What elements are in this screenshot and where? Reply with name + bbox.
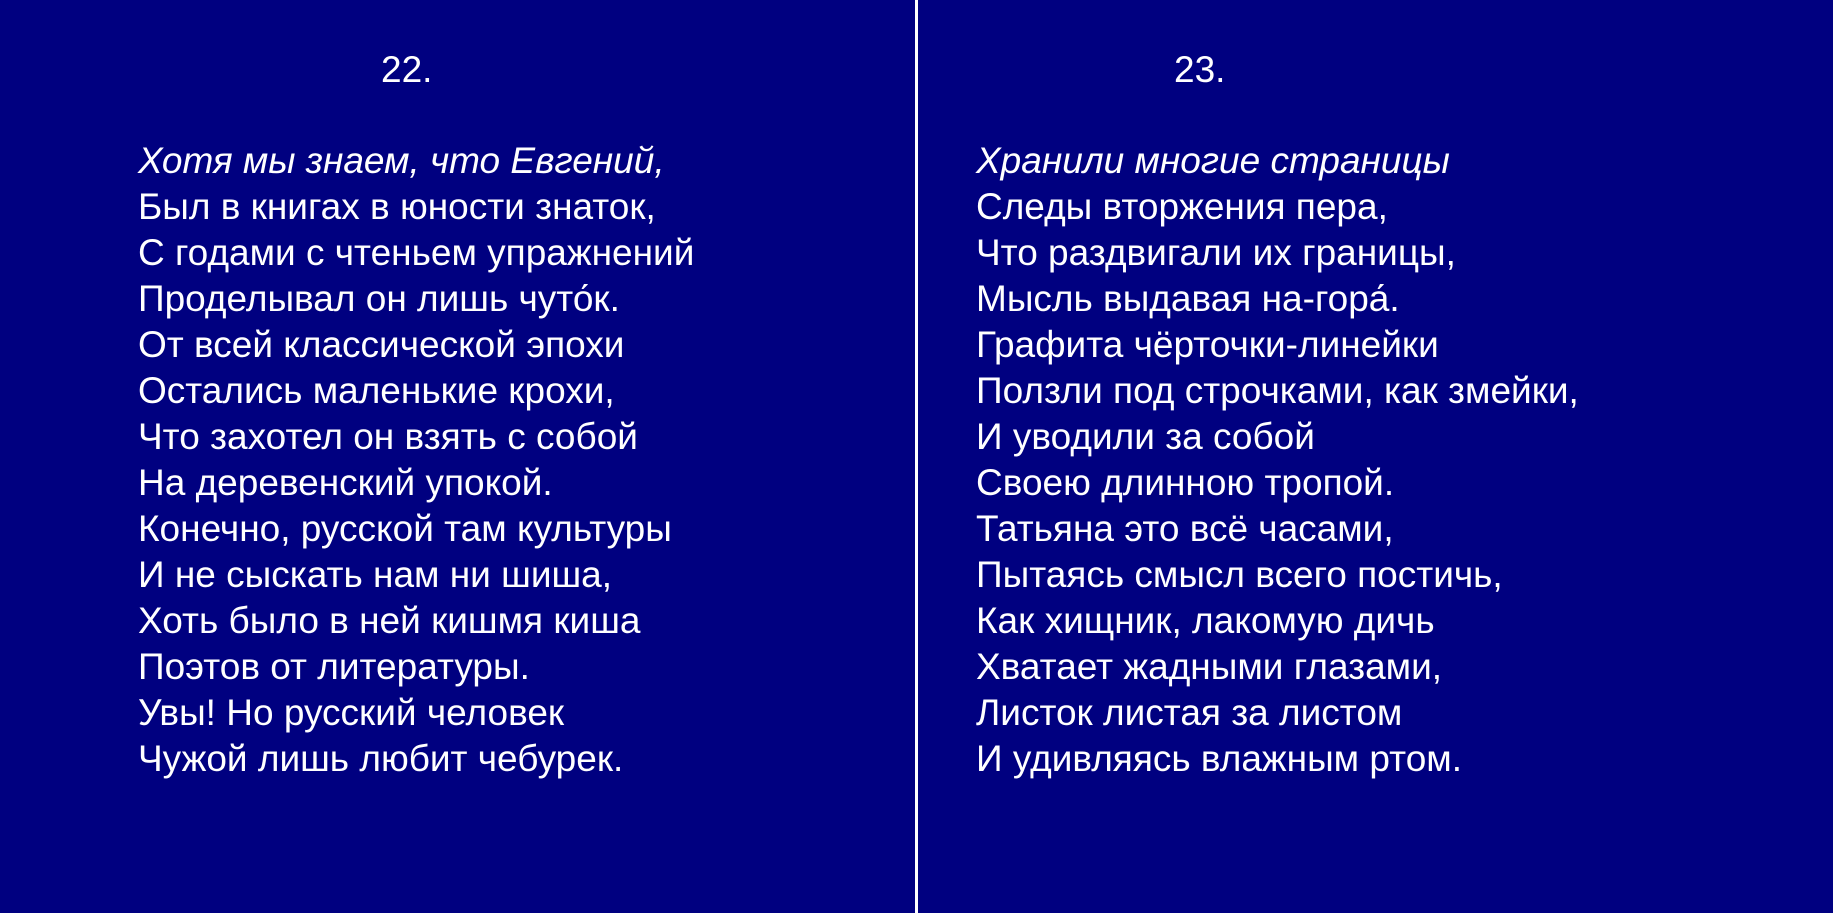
verse-line: И удивляясь влажным ртом. bbox=[976, 738, 1462, 779]
verse-line: Мысль выдавая на-гора́. bbox=[976, 278, 1400, 319]
page-number-right: 23. bbox=[1174, 49, 1226, 90]
verse-line: Следы вторжения пера, bbox=[976, 186, 1388, 227]
verse-line: Хотя мы знаем, что Евгений, bbox=[138, 140, 665, 181]
page-divider bbox=[915, 0, 918, 913]
verse-line: Был в книгах в юности знаток, bbox=[138, 186, 656, 227]
verse-line: Конечно, русской там культуры bbox=[138, 508, 672, 549]
verse-line: Что раздвигали их границы, bbox=[976, 232, 1456, 273]
verse-line: Как хищник, лакомую дичь bbox=[976, 600, 1435, 641]
stanza-22 bbox=[138, 138, 694, 782]
verse-line: Татьяна это всё часами, bbox=[976, 508, 1394, 549]
verse-line: Хранили многие страницы bbox=[976, 140, 1450, 181]
verse-line: Ползли под строчками, как змейки, bbox=[976, 370, 1579, 411]
verse-line: Хоть было в ней кишмя киша bbox=[138, 600, 641, 641]
verse-line: Своею длинною тропой. bbox=[976, 462, 1395, 503]
verse-line: И не сыскать нам ни шиша, bbox=[138, 554, 613, 595]
page-number-left: 22. bbox=[381, 49, 433, 90]
left-page bbox=[0, 0, 915, 913]
verse-line: И уводили за собой bbox=[976, 416, 1315, 457]
verse-line: С годами с чтеньем упражнений bbox=[138, 232, 695, 273]
verse-line: Увы! Но русский человек bbox=[138, 692, 565, 733]
right-page bbox=[920, 0, 1833, 913]
verse-line: Остались маленькие крохи, bbox=[138, 370, 615, 411]
verse-line: Что захотел он взять с собой bbox=[138, 416, 638, 457]
verse-line: Листок листая за листом bbox=[976, 692, 1403, 733]
verse-line: Чужой лишь любит чебурек. bbox=[138, 738, 624, 779]
verse-line: Хватает жадными глазами, bbox=[976, 646, 1443, 687]
verse-line: От всей классической эпохи bbox=[138, 324, 625, 365]
verse-line: Графита чёрточки-линейки bbox=[976, 324, 1439, 365]
stanza-23 bbox=[976, 138, 1579, 782]
verse-line: На деревенский упокой. bbox=[138, 462, 553, 503]
verse-line: Поэтов от литературы. bbox=[138, 646, 530, 687]
verse-line: Проделывал он лишь чуто́к. bbox=[138, 278, 620, 319]
verse-line: Пытаясь смысл всего постичь, bbox=[976, 554, 1503, 595]
